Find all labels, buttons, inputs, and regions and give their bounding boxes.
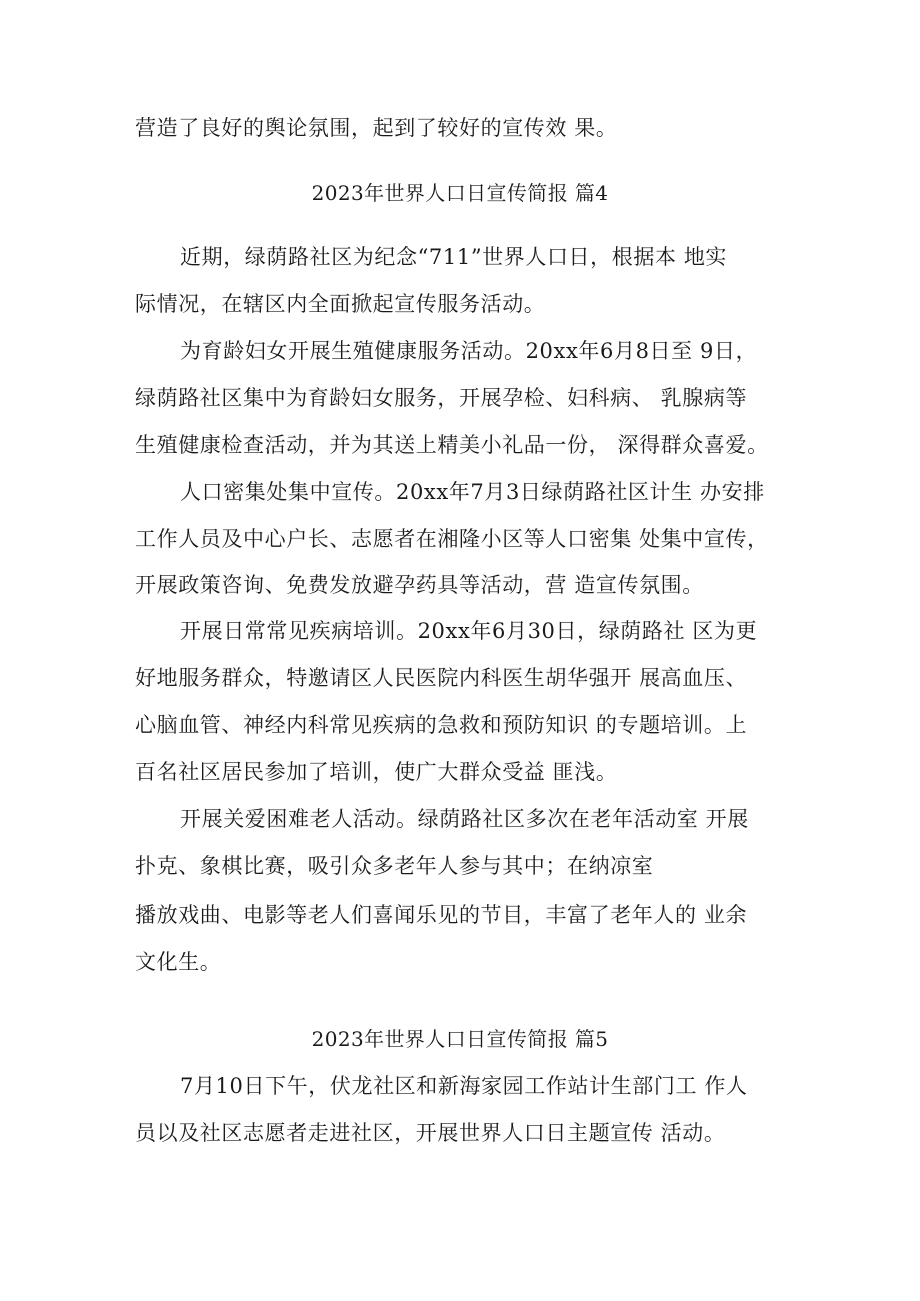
paragraph-line: 播放戏曲、电影等老人们喜闻乐见的节目，丰富了老年人的 业余 bbox=[135, 903, 748, 927]
paragraph-line: 开展关爱困难老人活动。绿荫路社区多次在老年活动室 开展 bbox=[180, 807, 749, 831]
paragraph-line: 好地服务群众，特邀请区人民医院内科医生胡华强开 展高血压、 bbox=[135, 666, 748, 690]
paragraph-line: 扑克、象棋比赛，吸引众多老年人参与其中；在纳凉室 bbox=[135, 854, 654, 878]
paragraph-line: 7月10日下午，伏龙社区和新海家园工作站计生部门工 作人 bbox=[180, 1074, 748, 1098]
paragraph-line: 开展日常常见疾病培训。20xx年6月30日，绿荫路社 区为更 bbox=[180, 619, 758, 643]
paragraph-line: 心脑血管、神经内科常见疾病的急救和预防知识 的专题培训。上 bbox=[135, 713, 748, 737]
paragraph-line: 工作人员及中心户长、志愿者在湘隆小区等人口密集 处集中宣传， bbox=[135, 527, 769, 551]
section-heading-5: 2023年世界人口日宣传简报 篇5 bbox=[311, 1027, 609, 1051]
paragraph-line: 开展政策咨询、免费发放避孕药具等活动，营 造宣传氛围。 bbox=[135, 573, 704, 597]
paragraph-line: 生殖健康检查活动，并为其送上精美小礼品一份， 深得群众喜爱。 bbox=[135, 433, 769, 457]
paragraph-line: 百名社区居民参加了培训，使广大群众受益 匪浅。 bbox=[135, 760, 618, 784]
continuation-line: 营造了良好的舆论氛围，起到了较好的宣传效 果。 bbox=[135, 116, 618, 140]
paragraph-line: 文化生。 bbox=[135, 950, 222, 974]
paragraph-line: 绿荫路社区集中为育龄妇女服务，开展孕检、妇科病、 乳腺病等 bbox=[135, 386, 748, 410]
paragraph-line: 近期，绿荫路社区为纪念“711”世界人口日，根据本 地实 bbox=[180, 245, 728, 269]
paragraph-line: 际情况，在辖区内全面掀起宣传服务活动。 bbox=[135, 292, 546, 316]
section-heading-4: 2023年世界人口日宣传简报 篇4 bbox=[311, 181, 609, 205]
paragraph-line: 人口密集处集中宣传。20xx年7月3日绿荫路社区计生 办安排 bbox=[180, 480, 765, 504]
paragraph-line: 员以及社区志愿者走进社区，开展世界人口日主题宣传 活动。 bbox=[135, 1121, 726, 1145]
paragraph-line: 为育龄妇女开展生殖健康服务活动。20xx年6月8日至 9日， bbox=[180, 339, 758, 363]
